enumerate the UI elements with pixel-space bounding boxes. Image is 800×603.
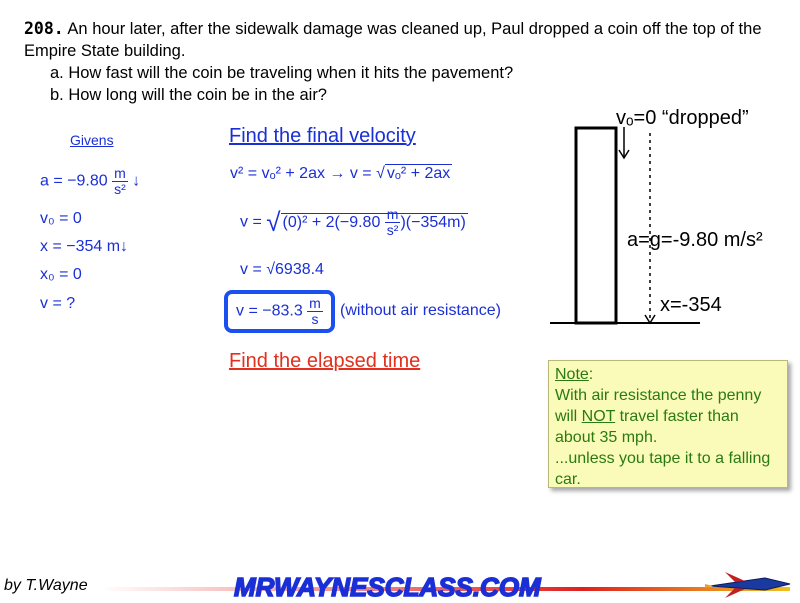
- answer-unit-num: m: [309, 295, 321, 311]
- answer-unit-den: s: [311, 311, 319, 327]
- answer-value: v = −83.3: [236, 302, 303, 320]
- problem-text: [24, 18, 784, 106]
- problem-part-b: b. How long will the coin be in the air?: [50, 86, 327, 104]
- eq2-part-b: )(−354m): [400, 213, 466, 231]
- note-box: Note: With air resistance the penny will NOT travel faster than about 35 mph. ...unless you tape it to a falling car.: [548, 360, 788, 488]
- down-arrow-icon: ↓: [132, 172, 141, 190]
- given-a-unit-num: m: [114, 165, 126, 181]
- note-line1: With air resistance the penny will: [555, 387, 762, 425]
- equation-2: v = √ (0)² + 2(−9.80 $\frac{m}{\text{s²}}$ )(−354m): [240, 206, 466, 238]
- note-line2: travel faster than about 35 mph.: [555, 408, 739, 446]
- heading-final-velocity: Find the final velocity: [229, 125, 416, 147]
- equation-3: v = √6938.4: [240, 261, 324, 278]
- given-x: x = −354 m↓: [40, 238, 129, 255]
- footer-author: by T.Wayne: [4, 577, 88, 594]
- answer-unit: [307, 296, 323, 327]
- equation-1: v² = vₒ² + 2ax → v = √ vₒ² + 2ax: [230, 165, 451, 182]
- eq2-unit: [385, 207, 401, 238]
- eq2-unit-den: s²: [386, 222, 399, 238]
- eq1-sqrt: vₒ² + 2ax: [386, 165, 451, 182]
- problem-number: 208.: [24, 19, 64, 38]
- answer-box: [224, 290, 335, 333]
- rocket-icon: [705, 570, 795, 600]
- givens-title: Givens: [70, 132, 114, 148]
- answer-note: (without air resistance): [340, 302, 501, 319]
- given-a-unit: [112, 166, 128, 197]
- given-v0: v₀ = 0: [40, 210, 82, 227]
- problem-part-a: a. How fast will the coin be traveling when it hits the pavement?: [50, 64, 514, 82]
- given-v: v = ?: [40, 295, 76, 312]
- note-not: NOT: [581, 408, 616, 425]
- note-title: Note: [555, 366, 589, 383]
- eq2-left: v =: [240, 213, 267, 231]
- given-a-unit-den: s²: [114, 181, 126, 197]
- eq2-part-a: (0)² + 2(−9.80: [282, 213, 381, 231]
- building-shape: [576, 128, 616, 323]
- given-x0: x₀ = 0: [40, 266, 82, 283]
- eq1-left: v² = vₒ² + 2ax → v =: [230, 165, 377, 182]
- diagram-x-label: x=-354: [660, 294, 722, 316]
- heading-elapsed-time: Find the elapsed time: [229, 350, 421, 372]
- note-line3: ...unless you tape it to a falling car.: [555, 450, 771, 488]
- diagram-accel-label: a=g=-9.80 m/s²: [627, 229, 763, 251]
- footer-logo[interactable]: MRWAYNESCLASS.COM: [234, 572, 541, 602]
- eq2-unit-num: m: [386, 206, 399, 222]
- given-a-value: a = −9.80: [40, 172, 108, 190]
- given-acceleration: [40, 166, 140, 197]
- problem-statement: An hour later, after the sidewalk damage was cleaned up, Paul dropped a coin off the top of the Empire State building.: [24, 20, 762, 60]
- diagram-top-label: vₒ=0 “dropped”: [616, 107, 749, 129]
